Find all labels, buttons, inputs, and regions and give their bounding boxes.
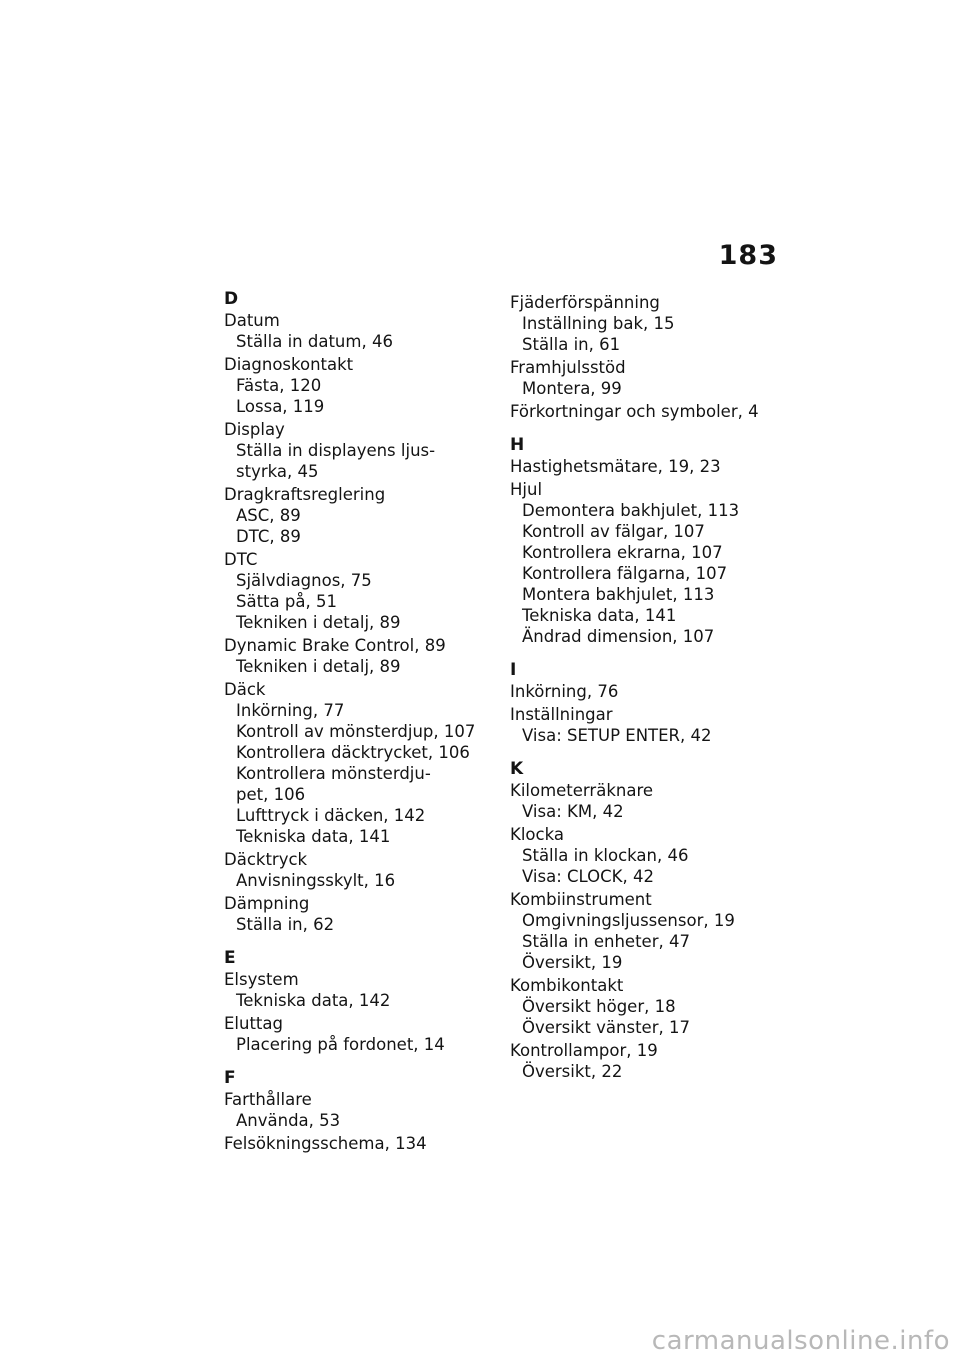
index-letter-heading: I [510, 660, 517, 680]
index-entry-head: Förkortningar och symboler, 4 [510, 402, 759, 421]
index-entry [224, 849, 492, 891]
index-section [510, 760, 780, 1082]
index-letter-heading: E [224, 948, 236, 968]
index-subentry: Montera, 99 [522, 379, 622, 398]
index-subentry: Kontroll av mönsterdjup, 107 [236, 722, 476, 741]
index-letter-heading: H [510, 435, 525, 455]
index-entry-head: Inkörning, 76 [510, 682, 619, 701]
index-subentry: Lossa, 119 [236, 397, 325, 416]
index-entry-head: Elsystem [224, 970, 299, 989]
index-letter-heading: D [224, 289, 239, 309]
index-entry [510, 889, 780, 973]
index-entry-head: Eluttag [224, 1014, 283, 1033]
index-entry-head: DTC [224, 550, 258, 569]
index-subentry: Kontrollera ekrarna, 107 [522, 543, 723, 562]
index-subentry: Lufttryck i däcken, 142 [236, 806, 426, 825]
index-entry [510, 681, 780, 702]
index-subentry: Anvisningsskylt, 16 [236, 871, 396, 890]
index-section [510, 661, 780, 746]
index-entry [224, 419, 492, 482]
index-entry [510, 975, 780, 1038]
index-subentry: Använda, 53 [236, 1111, 341, 1130]
index-subentry: Visa: SETUP ENTER, 42 [522, 726, 712, 745]
index-letter-heading: K [510, 759, 524, 779]
index-entry [510, 456, 780, 477]
index-entry [224, 635, 492, 677]
index-entry-head: Däcktryck [224, 850, 308, 869]
index-subentry: Kontrollera fälgarna, 107 [522, 564, 728, 583]
index-entry-head: Hjul [510, 480, 543, 499]
index-entry [224, 1089, 492, 1131]
index-subentry: Översikt vänster, 17 [522, 1018, 690, 1037]
index-subentry: Översikt höger, 18 [522, 997, 676, 1016]
index-subentry: Kontroll av fälgar, 107 [522, 522, 705, 541]
index-subentry: Tekniska data, 142 [236, 991, 391, 1010]
index-entry-head: Dynamic Brake Control, 89 [224, 636, 446, 655]
index-subentry: Kontrollera mönsterdju- [236, 764, 431, 783]
index-entry-head: Dragkraftsreglering [224, 485, 386, 504]
index-entry [224, 549, 492, 633]
index-subentry: Tekniska data, 141 [236, 827, 391, 846]
index-subentry: Inställning bak, 15 [522, 314, 675, 333]
index-entry [510, 401, 780, 422]
index-subentry: Ändrad dimension, 107 [522, 627, 715, 646]
index-entry [224, 1013, 492, 1055]
index-subentry: ASC, 89 [236, 506, 301, 525]
index-subentry: Visa: KM, 42 [522, 802, 624, 821]
index-entry-head: Fjäderförspänning [510, 293, 660, 312]
index-subentry: Ställa in, 61 [522, 335, 621, 354]
index-entry [224, 354, 492, 417]
watermark: carmanualsonline.info [651, 1326, 950, 1356]
index-entry-head: Hastighetsmätare, 19, 23 [510, 457, 721, 476]
index-subentry: Ställa in, 62 [236, 915, 335, 934]
index-section [224, 949, 492, 1055]
index-subentry: Placering på fordonet, 14 [236, 1035, 445, 1054]
index-entry-head: Felsökningsschema, 134 [224, 1134, 427, 1153]
index-column-left [224, 290, 492, 1154]
index-subentry: Omgivningsljussensor, 19 [522, 911, 735, 930]
index-entry-head: Datum [224, 311, 280, 330]
index-subentry: Montera bakhjulet, 113 [522, 585, 715, 604]
index-entry [224, 679, 492, 847]
index-subentry: Ställa in enheter, 47 [522, 932, 690, 951]
index-subentry: Demontera bakhjulet, 113 [522, 501, 740, 520]
index-entry [510, 780, 780, 822]
index-subentry: Tekniken i detalj, 89 [236, 613, 401, 632]
index-entry-head: Dämpning [224, 894, 310, 913]
index-subentry: Inkörning, 77 [236, 701, 345, 720]
index-section [510, 292, 780, 422]
index-entry [224, 969, 492, 1011]
index-entry [510, 824, 780, 887]
index-subentry: Översikt, 22 [522, 1062, 623, 1081]
index-entry-head: Diagnoskontakt [224, 355, 354, 374]
index-section [224, 290, 492, 935]
index-section [510, 436, 780, 647]
index-column-right [510, 290, 780, 1082]
page-number: 183 [718, 240, 778, 271]
index-subentry: Sätta på, 51 [236, 592, 337, 611]
index-entry [510, 292, 780, 355]
index-section [224, 1069, 492, 1154]
index-subentry: DTC, 89 [236, 527, 301, 546]
index-subentry: Tekniken i detalj, 89 [236, 657, 401, 676]
index-subentry: Kontrollera däcktrycket, 106 [236, 743, 470, 762]
index-entry-head: Inställningar [510, 705, 613, 724]
index-entry-head: Kilometerräknare [510, 781, 654, 800]
index-entry-head: Display [224, 420, 285, 439]
index-entry-head: Kombikontakt [510, 976, 624, 995]
index-subentry: Översikt, 19 [522, 953, 623, 972]
index-subentry: Tekniska data, 141 [522, 606, 677, 625]
index-entry-head: Klocka [510, 825, 564, 844]
index-entry [224, 484, 492, 547]
index-entry-head: Framhjulsstöd [510, 358, 626, 377]
index-entry-head: Kombiinstrument [510, 890, 652, 909]
index-subentry: Ställa in klockan, 46 [522, 846, 689, 865]
index-letter-heading: F [224, 1068, 236, 1088]
index-subentry: Visa: CLOCK, 42 [522, 867, 654, 886]
index-entry-head: Däck [224, 680, 266, 699]
index-entry [224, 893, 492, 935]
index-subentry: Ställa in datum, 46 [236, 332, 393, 351]
index-entry-head: Farthållare [224, 1090, 312, 1109]
index-entry-head: Kontrollampor, 19 [510, 1041, 658, 1060]
index-entry [510, 357, 780, 399]
index-entry [510, 1040, 780, 1082]
index-subentry: Fästa, 120 [236, 376, 322, 395]
index-subentry: styrka, 45 [236, 462, 319, 481]
index-subentry: Ställa in displayens ljus- [236, 441, 436, 460]
index-entry [510, 479, 780, 647]
index-subentry: pet, 106 [236, 785, 306, 804]
index-entry [224, 1133, 492, 1154]
index-subentry: Självdiagnos, 75 [236, 571, 372, 590]
index-entry [510, 704, 780, 746]
index-entry [224, 310, 492, 352]
